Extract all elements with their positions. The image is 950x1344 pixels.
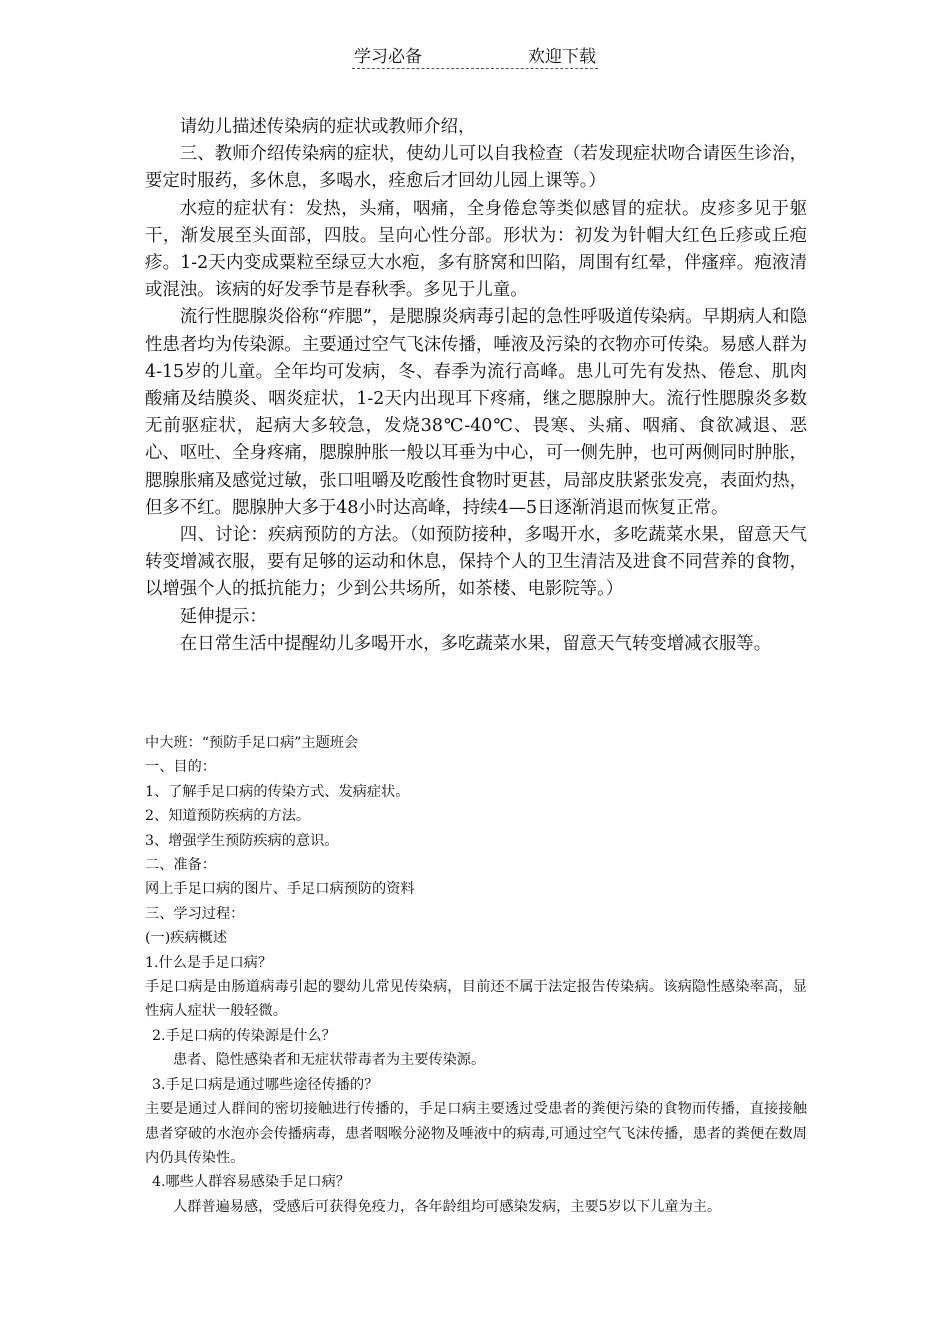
goal-heading: 一、目的：: [145, 759, 216, 776]
header-right-text: 欢迎下载: [528, 47, 596, 67]
process-heading: 三、学习过程：: [145, 905, 245, 922]
question-4: 4.哪些人群容易感染手足口病？: [152, 1174, 350, 1191]
paragraph-extension-text: 在日常生活中提醒幼儿多喝开水，多吃蔬菜水果，留意天气转变增减衣服等。: [179, 633, 772, 654]
paragraph-discussion: 四、讨论：疾病预防的方法。（如预防接种，多喝开水，多吃蔬菜水果，留意天气转变增减衣服，要有足够的运动和休息，保持个人的卫生清洁及进食不同营养的食物，以增强个人的抵抗能力；少到公共场所，如茶楼、电影院等。）: [145, 525, 807, 600]
goal-item: 2、知道预防疾病的方法。: [145, 808, 311, 825]
paragraph-teacher-introduction: 三、教师介绍传染病的症状，使幼儿可以自我检查（若发现症状吻合请医生诊治，要定时服药，多休息，多喝水，痊愈后才回幼儿园上课等。）: [145, 144, 807, 192]
section-title: 中大班：“预防手足口病”主题班会: [145, 735, 359, 751]
goal-item: 1、了解手足口病的传染方式、发病症状。: [145, 783, 410, 800]
question-3: 3.手足口病是通过哪些途径传播的？: [152, 1076, 379, 1093]
answer-1: 手足口病是由肠道病毒引起的婴幼儿常见传染病，目前还不属于法定报告传染病。该病隐性感染率高，显性病人症状一般轻微。: [145, 979, 807, 1020]
question-2: 2.手足口病的传染源是什么？: [152, 1027, 336, 1044]
answer-2: 患者、隐性感染者和无症状带毒者为主要传染源。: [173, 1052, 486, 1069]
answer-4: 人群普遍易感，受感后可获得免疫力，各年龄组均可感染发病，主要5岁以下儿童为主。: [173, 1198, 722, 1215]
answer-3: 主要是通过人群间的密切接触进行传播的，手足口病主要透过受患者的粪便污染的食物而传播，直接接触患者穿破的水泡亦会传播病毒，患者咽喉分泌物及唾液中的病毒,可通过空气飞沫传播，患者的粪便在数周内仍具传染性。: [145, 1101, 807, 1166]
paragraph-describe-symptoms: 请幼儿描述传染病的症状或教师介绍，: [179, 117, 476, 137]
class-meeting-section: [145, 731, 807, 1219]
paragraph-mumps: 流行性腮腺炎俗称“痄腮”，是腮腺炎病毒引起的急性呼吸道传染病。早期病人和隐性患者均为传染源。主要通过空气飞沫传播，唾液及污染的衣物亦可传染。易感人群为4-15岁的儿童。全年均可发病，冬、春季为流行高峰。患儿可先有发热、倦怠、肌肉酸痛及结膜炎、咽炎症状，1-2天内出现耳下疼痛，继之腮腺肿大。流行性腮腺炎多数无前驱症状，起病大多较急，发烧38℃-40℃、畏寒、头痛、咽痛、食欲减退、恶心、呕吐、全身疼痛，腮腺肿胀一般以耳垂为中心，可一侧先肿，也可两侧同时肿胀，腮腺胀痛及感觉过敏，张口咀嚼及吃酸性食物时更甚，局部皮肤紧张发亮，表面灼热，但多不红。腮腺肿大多于48小时达高峰，持续4—5日逐渐消退而恢复正常。: [145, 307, 807, 518]
paragraph-chickenpox: 水痘的症状有：发热，头痛，咽痛，全身倦怠等类似感冒的症状。皮疹多见于躯干，渐发展至头面部，四肢。呈向心性分部。形状为：初发为针帽大红色丘疹或丘疱疹。1-2天内变成粟粒至绿豆大水疱，多有脐窝和凹陷，周围有红晕，伴瘙痒。疱液清或混浊。该病的好发季节是春秋季。多见于儿童。: [145, 198, 807, 301]
paragraph-extension-heading: 延伸提示：: [179, 606, 267, 627]
header-left-text: 学习必备: [354, 47, 422, 67]
goal-item: 3、增强学生预防疾病的意识。: [145, 832, 339, 849]
preparation-heading: 二、准备：: [145, 857, 216, 874]
preparation-text: 网上手足口病的图片、手足口病预防的资料: [145, 881, 415, 898]
overview-heading: (一)疾病概述: [145, 930, 228, 947]
question-1: 1.什么是手足口病？: [145, 954, 273, 971]
lesson-section: [145, 114, 807, 658]
page-header: [352, 38, 598, 69]
